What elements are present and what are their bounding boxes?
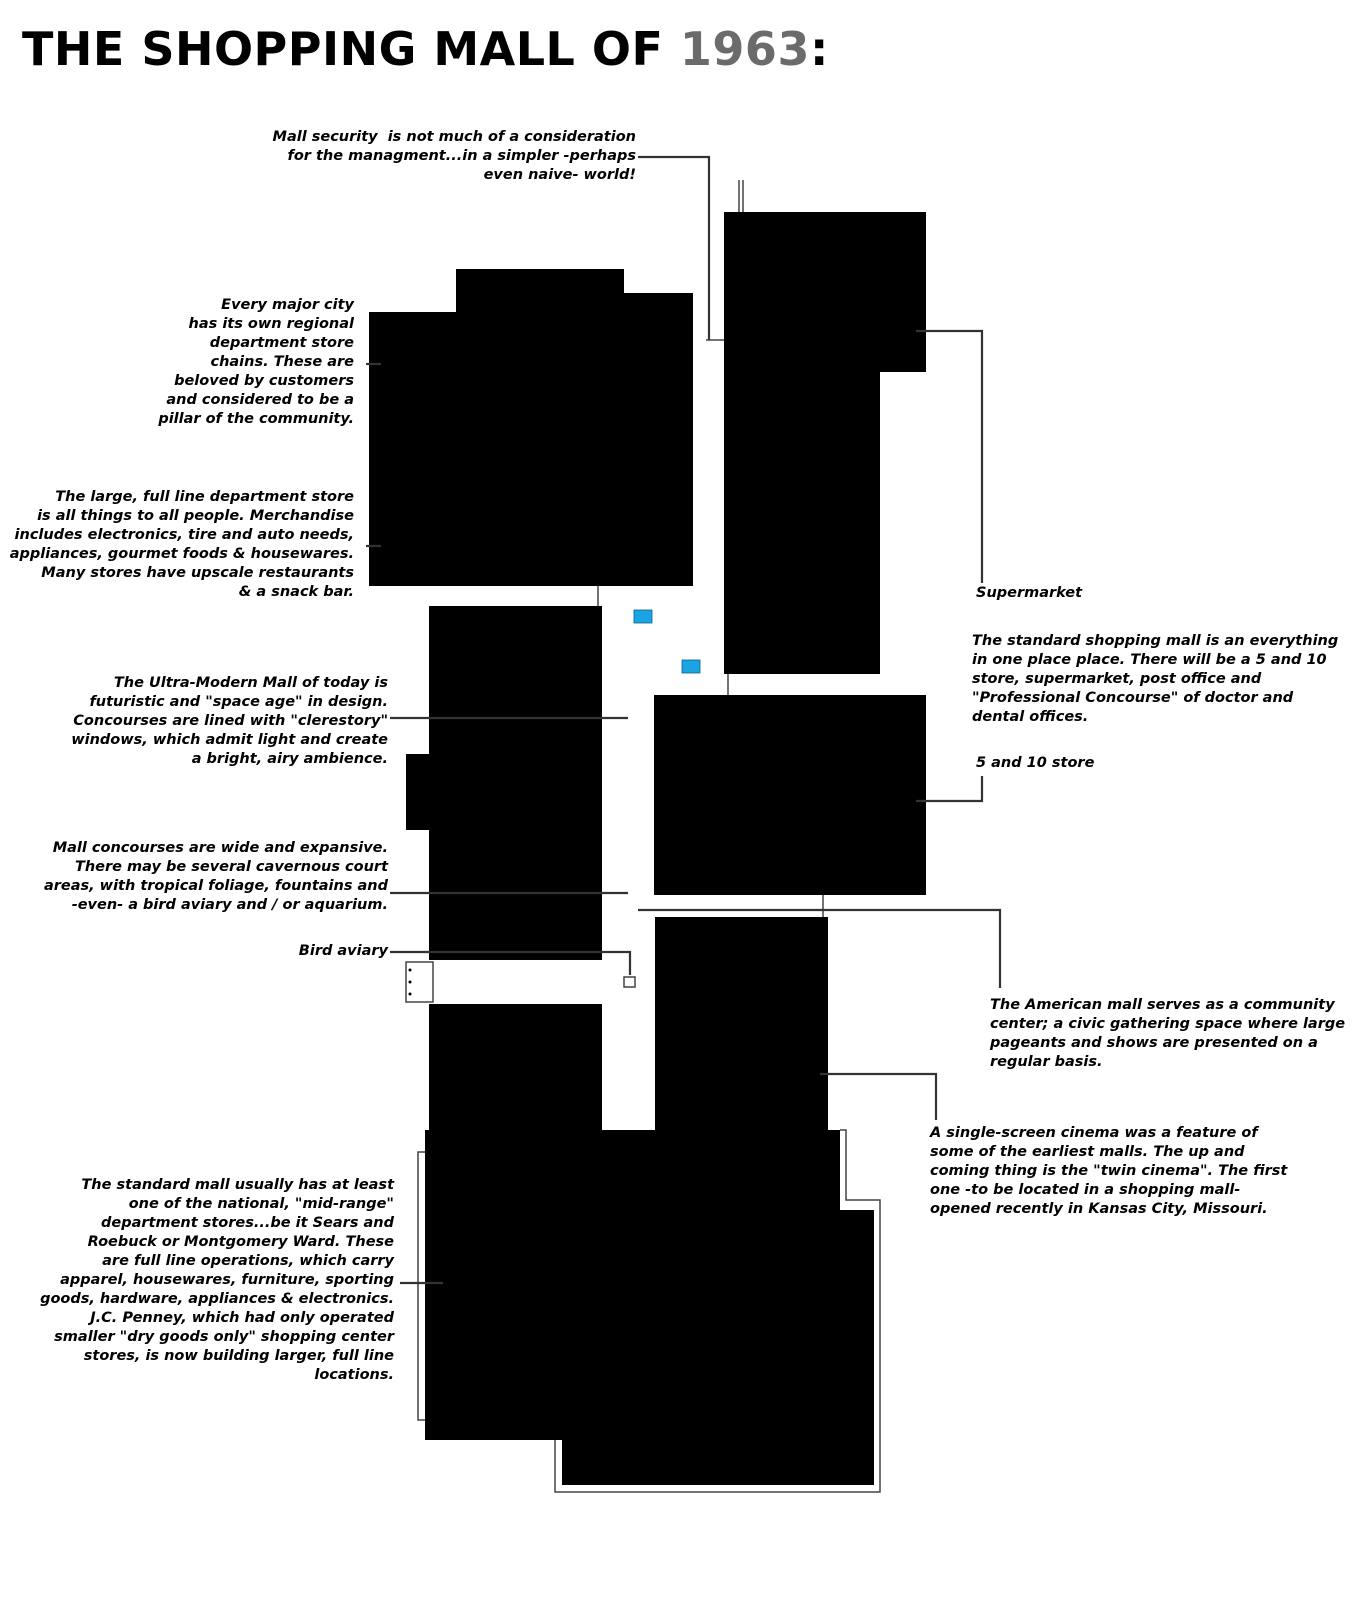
note-regional-department-store: Every major city has its own regional department store chains. These are beloved by customers and considered to be a pillar of the community. [158, 297, 354, 427]
note-full-line-department-store: The large, full line department store is all things to all people. Merchandise includes electronics, tire and auto needs, appliances, gourmet foods & housewares. Many stores have upscale restaurants & a snack bar. [9, 489, 354, 600]
dept-store-outline [418, 1152, 425, 1420]
supermarket-building [724, 212, 926, 674]
note-mall-security: Mall security is not much of a consideration for the managment...in a simpler -perhaps even naive- world! [272, 129, 636, 183]
west-wing-stores [429, 606, 602, 960]
note-cinema: A single-screen cinema was a feature of some of the earliest malls. The up and coming thing is the "twin cinema". The first one -to be located in a shopping mall- opened recently in Kansas City, Missouri. [930, 1125, 1288, 1217]
note-supermarket: Supermarket [976, 585, 1083, 601]
note-ultra-modern-mall: The Ultra-Modern Mall of today is futuristic and "space age" in design. Concourses are lined with "clerestory" windows, which admit light and create a bright, airy ambience. [71, 675, 388, 767]
five-and-ten-store [654, 695, 926, 895]
note-standard-mall: The standard mall usually has at least one of the national, "mid-range" department stores...be it Sears and Roebuck or Montgomery Ward. These are full line operations, which carry apparel, housewares, furniture, sporting goods, hardware, appliances & electronics. J.C. Penney, which had only operated smaller "dry goods only" shopping center stores, is now building larger, full line locations. [40, 1177, 394, 1383]
note-community-center: The American mall serves as a community center; a civic gathering space where large pageants and shows are presented on a regular basis. [990, 997, 1346, 1070]
clerestory-markers [634, 610, 700, 673]
note-bird-aviary: Bird aviary [298, 943, 388, 959]
note-everything-in-one-place: The standard shopping mall is an everything in one place place. There will be a 5 and 10 store, supermarket, post office and "Professional Concourse" of doctor and dental offices. [972, 633, 1339, 725]
title-main: THE SHOPPING MALL OF [22, 22, 680, 76]
note-mall-concourses: Mall concourses are wide and expansive. There may be several cavernous court areas, with tropical foliage, fountains and -even- a bird aviary and / or aquarium. [43, 840, 388, 913]
note-five-and-ten-store: 5 and 10 store [976, 755, 1095, 771]
cinema-building [655, 917, 828, 1137]
clerestory-window [634, 610, 652, 623]
bird-aviary-marker [624, 977, 635, 987]
aviary-dot [409, 993, 412, 996]
west-wing-bump [406, 754, 429, 830]
leader-cinema [820, 1074, 936, 1120]
buildings [369, 212, 926, 1485]
west-lower-stores [429, 1004, 602, 1130]
title-year: 1963 [679, 22, 810, 76]
aviary-dot [409, 969, 412, 972]
regional-department-store [369, 269, 693, 586]
aviary-dots [409, 969, 412, 996]
aviary-dot [409, 981, 412, 984]
title-suffix: : [809, 22, 829, 76]
clerestory-window [682, 660, 700, 673]
